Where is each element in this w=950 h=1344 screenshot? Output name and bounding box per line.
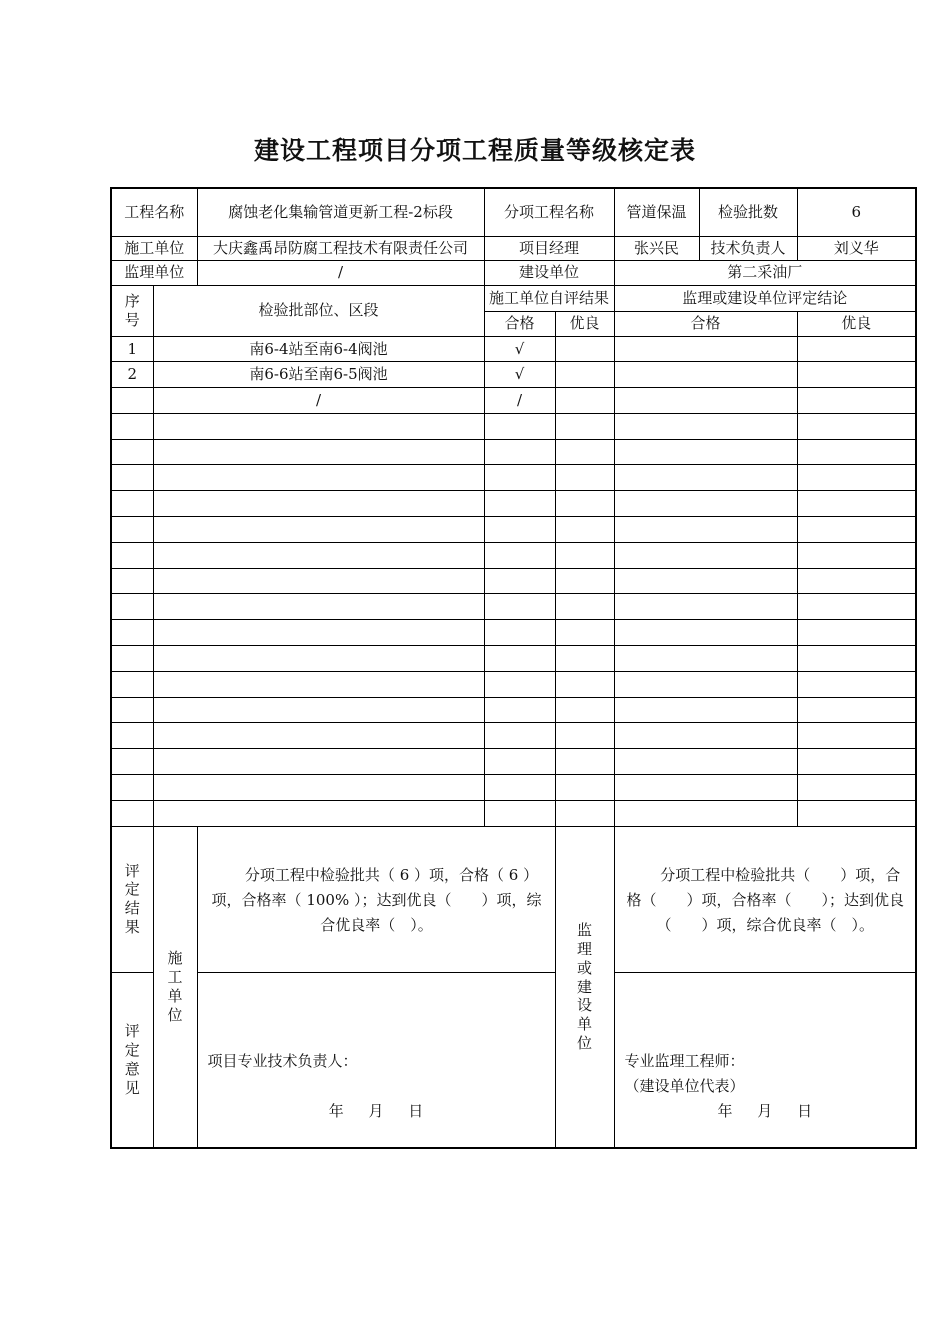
row-seq — [111, 568, 153, 594]
table-row — [111, 646, 916, 672]
row-sup-excellent — [797, 491, 916, 517]
supervision-signature-area — [614, 972, 916, 1148]
row-seq — [111, 697, 153, 723]
row-section — [153, 800, 484, 826]
result-label: 评 定 结 果 — [111, 826, 153, 972]
row-self-excellent — [555, 800, 614, 826]
row-seq — [111, 800, 153, 826]
row-sup-qualified — [614, 594, 797, 620]
table-row — [111, 491, 916, 517]
row-sup-excellent — [797, 671, 916, 697]
row-self-excellent — [555, 671, 614, 697]
supervision-eval-header: 监理或建设单位评定结论 — [614, 285, 916, 311]
row-sup-qualified — [614, 697, 797, 723]
row-self-excellent — [555, 620, 614, 646]
row-sup-excellent — [797, 542, 916, 568]
row-self-excellent — [555, 542, 614, 568]
row-seq — [111, 542, 153, 568]
table-row — [111, 671, 916, 697]
row-self-qualified — [484, 542, 555, 568]
row-section — [153, 671, 484, 697]
row-section — [153, 465, 484, 491]
row-sup-qualified — [614, 800, 797, 826]
row-sup-excellent — [797, 775, 916, 801]
self-excellent-header: 优良 — [555, 311, 614, 336]
header-row-supervision — [111, 260, 916, 285]
row-section: 南6-6站至南6-5阀池 — [153, 362, 484, 388]
row-sup-qualified — [614, 620, 797, 646]
row-self-qualified — [484, 697, 555, 723]
row-section — [153, 439, 484, 465]
row-self-excellent — [555, 594, 614, 620]
row-seq — [111, 749, 153, 775]
table-row — [111, 413, 916, 439]
self-qualified-header: 合格 — [484, 311, 555, 336]
row-self-qualified — [484, 517, 555, 543]
row-sup-qualified — [614, 517, 797, 543]
table-row — [111, 800, 916, 826]
construction-signer-label: 项目专业技术负责人： — [207, 1051, 358, 1070]
table-row — [111, 620, 916, 646]
evaluation-opinion-row — [111, 972, 916, 1148]
row-self-excellent — [555, 465, 614, 491]
owner-unit-label: 建设单位 — [484, 260, 614, 285]
row-sup-qualified — [614, 439, 797, 465]
row-self-excellent — [555, 646, 614, 672]
seq-header: 序 号 — [111, 285, 153, 336]
row-self-qualified: √ — [484, 336, 555, 362]
row-sup-excellent — [797, 413, 916, 439]
batch-count-value: 6 — [797, 188, 916, 236]
row-self-qualified — [484, 775, 555, 801]
sup-qualified-header: 合格 — [614, 311, 797, 336]
sup-excellent-header: 优良 — [797, 311, 916, 336]
row-sup-excellent — [797, 646, 916, 672]
construction-date-month: 月 — [368, 1101, 384, 1120]
row-self-excellent — [555, 749, 614, 775]
project-name-label: 工程名称 — [111, 188, 197, 236]
row-self-excellent — [555, 439, 614, 465]
row-sup-qualified — [614, 749, 797, 775]
row-seq: 2 — [111, 362, 153, 388]
owner-representative-label: （建设单位代表） — [624, 1076, 745, 1095]
table-row — [111, 439, 916, 465]
row-seq — [111, 465, 153, 491]
row-sup-qualified — [614, 775, 797, 801]
row-self-qualified — [484, 413, 555, 439]
self-eval-header: 施工单位自评结果 — [484, 285, 614, 311]
tech-lead-label: 技术负责人 — [699, 236, 797, 260]
table-row — [111, 336, 916, 362]
row-sup-excellent — [797, 723, 916, 749]
row-seq — [111, 620, 153, 646]
construction-unit-value: 大庆鑫禹昂防腐工程技术有限责任公司 — [197, 236, 484, 260]
row-seq: 1 — [111, 336, 153, 362]
header-row-project — [111, 188, 916, 236]
project-manager-value: 张兴民 — [614, 236, 699, 260]
row-sup-excellent — [797, 388, 916, 414]
table-row — [111, 749, 916, 775]
table-row — [111, 517, 916, 543]
row-sup-excellent — [797, 362, 916, 388]
row-seq — [111, 388, 153, 414]
row-section — [153, 620, 484, 646]
subitem-name-label: 分项工程名称 — [484, 188, 614, 236]
supervision-sign-date — [615, 1102, 916, 1121]
row-self-excellent — [555, 723, 614, 749]
table-row — [111, 388, 916, 414]
construction-unit-vertical-label: 施 工 单 位 — [153, 826, 197, 1148]
section-header: 检验批部位、区段 — [153, 285, 484, 336]
supervision-signer-label: 专业监理工程师： — [624, 1051, 745, 1070]
row-self-excellent — [555, 336, 614, 362]
row-sup-qualified — [614, 362, 797, 388]
owner-unit-value: 第二采油厂 — [614, 260, 916, 285]
row-self-qualified — [484, 749, 555, 775]
row-self-qualified — [484, 439, 555, 465]
row-self-excellent — [555, 413, 614, 439]
row-seq — [111, 517, 153, 543]
supervision-unit-value: / — [197, 260, 484, 285]
row-sup-qualified — [614, 465, 797, 491]
row-section — [153, 568, 484, 594]
row-sup-excellent — [797, 465, 916, 491]
row-self-qualified — [484, 594, 555, 620]
supervision-vertical-label: 监 理 或 建 设 单 位 — [555, 826, 614, 1148]
supervision-unit-label: 监理单位 — [111, 260, 197, 285]
row-section — [153, 697, 484, 723]
supervision-result-paragraph: 分项工程中检验批共（ ）项，合格（ ）项，合格率（ ）；达到优良（ ）项，综合优良率（ ）。 — [626, 865, 905, 934]
table-row — [111, 568, 916, 594]
row-seq — [111, 671, 153, 697]
row-sup-excellent — [797, 749, 916, 775]
row-sup-excellent — [797, 620, 916, 646]
opinion-label: 评 定 意 见 — [111, 972, 153, 1148]
row-self-excellent — [555, 568, 614, 594]
row-self-qualified — [484, 620, 555, 646]
row-sup-excellent — [797, 439, 916, 465]
tech-lead-value: 刘义华 — [797, 236, 916, 260]
row-sup-excellent — [797, 594, 916, 620]
row-self-qualified — [484, 800, 555, 826]
row-section — [153, 413, 484, 439]
row-section — [153, 517, 484, 543]
row-sup-excellent — [797, 517, 916, 543]
row-sup-qualified — [614, 671, 797, 697]
row-sup-qualified — [614, 388, 797, 414]
evaluation-result-row — [111, 826, 916, 972]
row-sup-excellent — [797, 336, 916, 362]
row-sup-qualified — [614, 568, 797, 594]
construction-sign-date — [198, 1102, 555, 1121]
quality-rating-table — [110, 187, 917, 1149]
row-section — [153, 646, 484, 672]
row-self-qualified: / — [484, 388, 555, 414]
row-self-qualified — [484, 671, 555, 697]
row-section — [153, 775, 484, 801]
table-row — [111, 465, 916, 491]
row-section — [153, 491, 484, 517]
construction-date-year: 年 — [328, 1101, 344, 1120]
table-row — [111, 775, 916, 801]
row-self-excellent — [555, 775, 614, 801]
row-section — [153, 749, 484, 775]
row-self-excellent — [555, 362, 614, 388]
row-self-qualified: √ — [484, 362, 555, 388]
header-row-construction — [111, 236, 916, 260]
subitem-name-value: 管道保温 — [614, 188, 699, 236]
row-seq — [111, 775, 153, 801]
row-seq — [111, 439, 153, 465]
row-sup-qualified — [614, 336, 797, 362]
table-row — [111, 594, 916, 620]
row-sup-excellent — [797, 568, 916, 594]
row-sup-qualified — [614, 413, 797, 439]
construction-date-day: 日 — [408, 1101, 424, 1120]
table-row — [111, 362, 916, 388]
row-sup-qualified — [614, 491, 797, 517]
construction-unit-label: 施工单位 — [111, 236, 197, 260]
column-header-row-1 — [111, 285, 916, 311]
row-sup-qualified — [614, 542, 797, 568]
table-row — [111, 697, 916, 723]
supervision-result-text — [614, 826, 916, 972]
form-title: 建设工程项目分项工程质量等级核定表 — [253, 136, 696, 165]
row-self-excellent — [555, 491, 614, 517]
row-self-excellent — [555, 517, 614, 543]
row-seq — [111, 646, 153, 672]
row-section — [153, 723, 484, 749]
supervision-date-month: 月 — [757, 1101, 773, 1120]
row-sup-excellent — [797, 800, 916, 826]
row-sup-excellent — [797, 697, 916, 723]
project-manager-label: 项目经理 — [484, 236, 614, 260]
construction-result-paragraph: 分项工程中检验批共（ 6 ）项，合格（ 6 ）项，合格率（ 100% ）；达到优良（ ）项，综合优良率（ ）。 — [211, 865, 542, 934]
construction-signature-area — [197, 972, 555, 1148]
supervision-date-day: 日 — [797, 1101, 813, 1120]
row-sup-qualified — [614, 646, 797, 672]
row-self-qualified — [484, 568, 555, 594]
row-self-qualified — [484, 646, 555, 672]
supervision-date-year: 年 — [717, 1101, 733, 1120]
row-section: 南6-4站至南6-4阀池 — [153, 336, 484, 362]
inspection-batch-rows — [111, 336, 916, 826]
row-self-excellent — [555, 697, 614, 723]
row-seq — [111, 413, 153, 439]
row-section: / — [153, 388, 484, 414]
row-sup-qualified — [614, 723, 797, 749]
project-name-value: 腐蚀老化集输管道更新工程-2标段 — [197, 188, 484, 236]
construction-result-text — [197, 826, 555, 972]
row-self-qualified — [484, 491, 555, 517]
row-self-qualified — [484, 723, 555, 749]
row-self-excellent — [555, 388, 614, 414]
row-section — [153, 594, 484, 620]
row-self-qualified — [484, 465, 555, 491]
table-row — [111, 542, 916, 568]
table-row — [111, 723, 916, 749]
row-seq — [111, 491, 153, 517]
batch-count-label: 检验批数 — [699, 188, 797, 236]
row-section — [153, 542, 484, 568]
row-seq — [111, 723, 153, 749]
row-seq — [111, 594, 153, 620]
